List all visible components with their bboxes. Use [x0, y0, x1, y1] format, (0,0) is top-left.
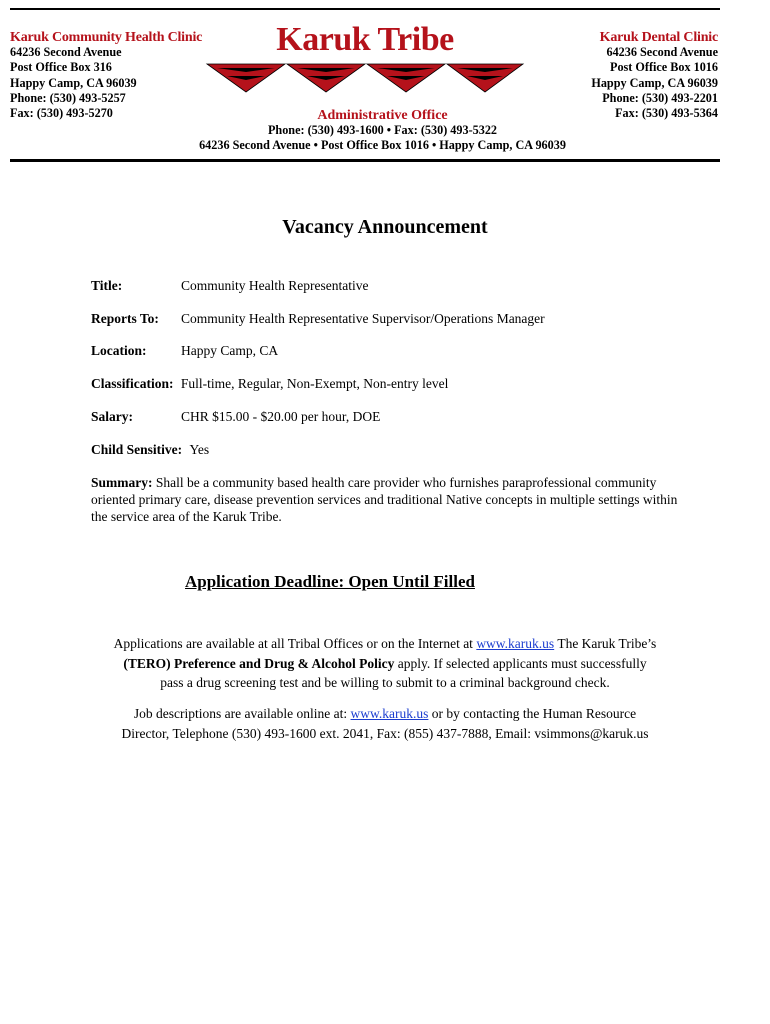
field-reports-to	[91, 311, 545, 327]
clinic-phone: Phone: (530) 493-5257	[10, 90, 126, 105]
text: Director, Telephone (530) 493-1600 ext. 2041, Fax: (855) 437-7888, Email: vsimmons@karuk.us	[121, 725, 649, 741]
karuk-website-link-2[interactable]: www.karuk.us	[350, 706, 429, 721]
field-value: Yes	[189, 442, 210, 457]
field-title	[91, 278, 369, 294]
field-location	[91, 343, 279, 359]
field-child-sensitive	[91, 442, 209, 458]
tribe-logo-icon	[205, 62, 525, 96]
job-description-paragraph	[90, 704, 680, 743]
administrative-office-contact: Phone: (530) 493-1600 • Fax: (530) 493-5322	[267, 123, 498, 137]
text: The Karuk Tribe’s	[554, 636, 657, 651]
field-value: Community Health Representative Supervisor/Operations Manager	[181, 311, 545, 326]
text: or by contacting the Human Resource	[428, 706, 637, 721]
field-salary	[91, 409, 381, 425]
dental-phone: Phone: (530) 493-2201	[602, 90, 718, 105]
dental-po-box: Post Office Box 1016	[610, 60, 718, 75]
dental-clinic-name: Karuk Dental Clinic	[599, 30, 718, 45]
clinic-fax: Fax: (530) 493-5270	[10, 106, 113, 121]
summary-label: Summary:	[91, 475, 153, 490]
administrative-office-address: 64236 Second Avenue • Post Office Box 1016 • Happy Camp, CA 96039	[199, 138, 566, 152]
field-value: Full-time, Regular, Non-Exempt, Non-entry level	[180, 376, 449, 391]
field-label: Salary:	[91, 409, 133, 424]
field-label: Reports To:	[91, 311, 159, 326]
tribe-name: Karuk Tribe	[276, 21, 454, 58]
karuk-website-link[interactable]: www.karuk.us	[476, 636, 555, 651]
dental-city: Happy Camp, CA 96039	[591, 75, 718, 90]
dental-fax: Fax: (530) 493-5364	[615, 106, 718, 121]
clinic-city: Happy Camp, CA 96039	[10, 75, 137, 90]
tero-policy-text: (TERO) Preference and Drug & Alcohol Policy	[123, 655, 395, 671]
dental-address: 64236 Second Avenue	[606, 45, 718, 60]
administrative-office-name: Administrative Office	[317, 108, 448, 123]
summary-paragraph	[91, 474, 691, 525]
field-label: Classification:	[91, 376, 174, 391]
application-info-paragraph	[90, 634, 680, 693]
text: pass a drug screening test and be willing to submit to a criminal background check.	[160, 675, 610, 690]
field-value: Community Health Representative	[181, 278, 369, 293]
header-bottom-rule	[10, 159, 720, 162]
field-classification	[91, 376, 448, 392]
field-label: Child Sensitive:	[91, 442, 183, 457]
clinic-address: 64236 Second Avenue	[10, 45, 122, 60]
field-value: CHR $15.00 - $20.00 per hour, DOE	[181, 409, 381, 424]
summary-text: Shall be a community based health care provider who furnishes paraprofessional community oriented primary care, disease prevention services and traditional Native concepts in multiple settings within the service area of the Karuk Tribe.	[91, 475, 678, 524]
field-label: Title:	[91, 278, 123, 293]
text: Job descriptions are available online at:	[133, 706, 351, 721]
header-top-rule	[10, 8, 720, 10]
administrative-office-block	[120, 108, 645, 153]
community-health-clinic-name: Karuk Community Health Clinic	[10, 30, 203, 45]
field-value: Happy Camp, CA	[181, 343, 279, 358]
page-title: Vacancy Announcement	[282, 216, 488, 238]
application-deadline: Application Deadline: Open Until Filled	[185, 572, 475, 591]
text: Applications are available at all Tribal Offices or on the Internet at	[113, 636, 477, 651]
clinic-po-box: Post Office Box 316	[10, 60, 112, 75]
text: apply. If selected applicants must successfully	[394, 655, 647, 671]
field-label: Location:	[91, 343, 147, 358]
